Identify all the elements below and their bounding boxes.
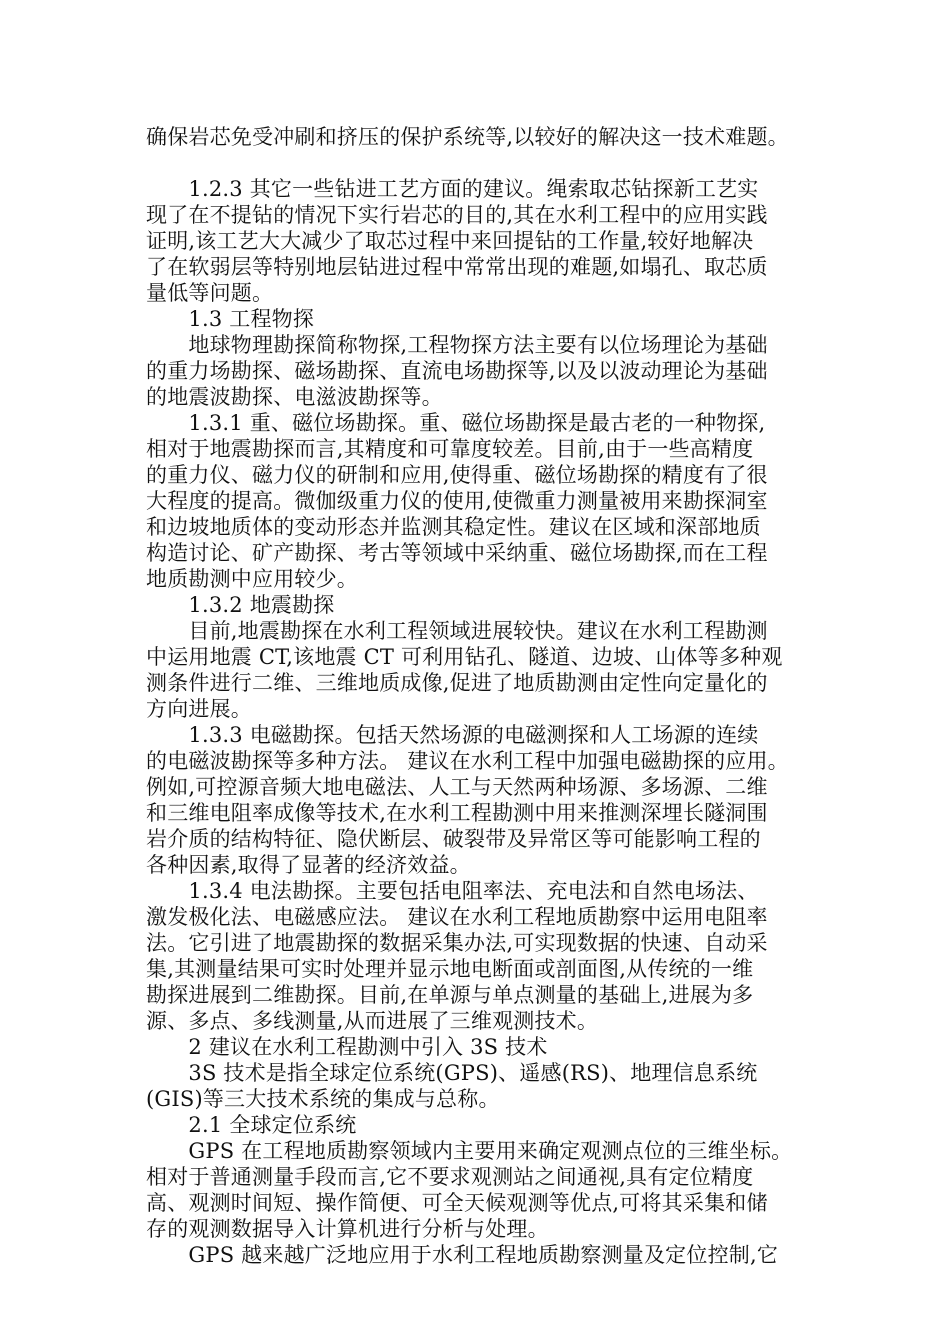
text-line: 证明,该工艺大大减少了取芯过程中来回提钻的工作量,较好地解决 xyxy=(146,229,754,253)
text-line: 1.3.4 电法勘探。主要包括电阻率法、充电法和自然电场法、 xyxy=(146,879,759,903)
text-line: 岩介质的结构特征、隐伏断层、破裂带及异常区等可能影响工程的 xyxy=(146,827,761,851)
text-line: 方向进展。 xyxy=(146,697,252,721)
text-line: 构造讨论、矿产勘探、考古等领域中采纳重、磁位场勘探,而在工程 xyxy=(146,541,768,565)
text-line: 地球物理勘探简称物探,工程物探方法主要有以位场理论为基础 xyxy=(146,333,768,357)
text-line: 确保岩芯免受冲刷和挤压的保护系统等,以较好的解决这一技术难题。 xyxy=(146,125,789,149)
text-line: 了在软弱层等特别地层钻进过程中常常出现的难题,如塌孔、取芯质 xyxy=(146,255,768,279)
text-line: 源、多点、多线测量,从而进展了三维观测技术。 xyxy=(146,1009,599,1033)
text-line: 的重力仪、磁力仪的研制和应用,使得重、磁位场勘探的精度有了很 xyxy=(146,463,768,487)
text-line: GPS 在工程地质勘察领域内主要用来确定观测点位的三维坐标。 xyxy=(146,1139,793,1163)
text-line: 3S 技术是指全球定位系统(GPS)、遥感(RS)、地理信息系统 xyxy=(146,1061,758,1085)
text-line: 集,其测量结果可实时处理并显示地电断面或剖面图,从传统的一维 xyxy=(146,957,754,981)
text-line: 的电磁波勘探等多种方法。 建议在水利工程中加强电磁勘探的应用。 xyxy=(146,749,789,773)
text-line: 存的观测数据导入计算机进行分析与处理。 xyxy=(146,1217,549,1241)
text-line: 各种因素,取得了显著的经济效益。 xyxy=(146,853,471,877)
text-line: 量低等问题。 xyxy=(146,281,274,305)
text-line: 例如,可控源音频大地电磁法、人工与天然两种场源、多场源、二维 xyxy=(146,775,768,799)
text-line: (GIS)等三大技术系统的集成与总称。 xyxy=(146,1087,500,1111)
text-line: 的重力场勘探、磁场勘探、直流电场勘探等,以及以波动理论为基础 xyxy=(146,359,768,383)
text-line: 地质勘测中应用较少。 xyxy=(146,567,358,591)
text-line: 目前,地震勘探在水利工程领域进展较快。建议在水利工程勘测 xyxy=(146,619,768,643)
text-line: 法。它引进了地震勘探的数据采集办法,可实现数据的快速、自动采 xyxy=(146,931,768,955)
text-line: 的地震波勘探、电滋波勘探等。 xyxy=(146,385,443,409)
section-heading: 2.1 全球定位系统 xyxy=(146,1113,357,1137)
text-line: 和三维电阻率成像等技术,在水利工程勘测中用来推测深埋长隧洞围 xyxy=(146,801,768,825)
text-line: 现了在不提钻的情况下实行岩芯的目的,其在水利工程中的应用实践 xyxy=(146,203,768,227)
text-line: 1.2.3 其它一些钻进工艺方面的建议。绳索取芯钻探新工艺实 xyxy=(146,177,759,201)
text-line: 中运用地震 CT,该地震 CT 可利用钻孔、隧道、边坡、山体等多种观 xyxy=(146,645,783,669)
text-line: 和边坡地质体的变动形态并监测其稳定性。建议在区域和深部地质 xyxy=(146,515,761,539)
section-heading: 1.3 工程物探 xyxy=(146,307,315,331)
text-line: 测条件进行二维、三维地质成像,促进了地质勘测由定性向定量化的 xyxy=(146,671,768,695)
section-heading: 1.3.2 地震勘探 xyxy=(146,593,335,617)
text-line: 1.3.3 电磁勘探。包括天然场源的电磁测探和人工场源的连续 xyxy=(146,723,759,747)
text-line: 相对于普通测量手段而言,它不要求观测站之间通视,具有定位精度 xyxy=(146,1165,754,1189)
text-line: 1.3.1 重、磁位场勘探。重、磁位场勘探是最古老的一种物探, xyxy=(146,411,766,435)
text-line: 激发极化法、电磁感应法。 建议在水利工程地质勘察中运用电阻率 xyxy=(146,905,768,929)
text-line: GPS 越来越广泛地应用于水利工程地质勘察测量及定位控制,它 xyxy=(146,1243,779,1267)
section-heading: 2 建议在水利工程勘测中引入 3S 技术 xyxy=(146,1035,548,1059)
text-line: 相对于地震勘探而言,其精度和可靠度较差。目前,由于一些高精度 xyxy=(146,437,754,461)
text-line: 勘探进展到二维勘探。目前,在单源与单点测量的基础上,进展为多 xyxy=(146,983,754,1007)
text-line: 大程度的提高。微伽级重力仪的使用,使微重力测量被用来勘探洞室 xyxy=(146,489,768,513)
text-line: 高、观测时间短、操作简便、可全天候观测等优点,可将其采集和储 xyxy=(146,1191,768,1215)
